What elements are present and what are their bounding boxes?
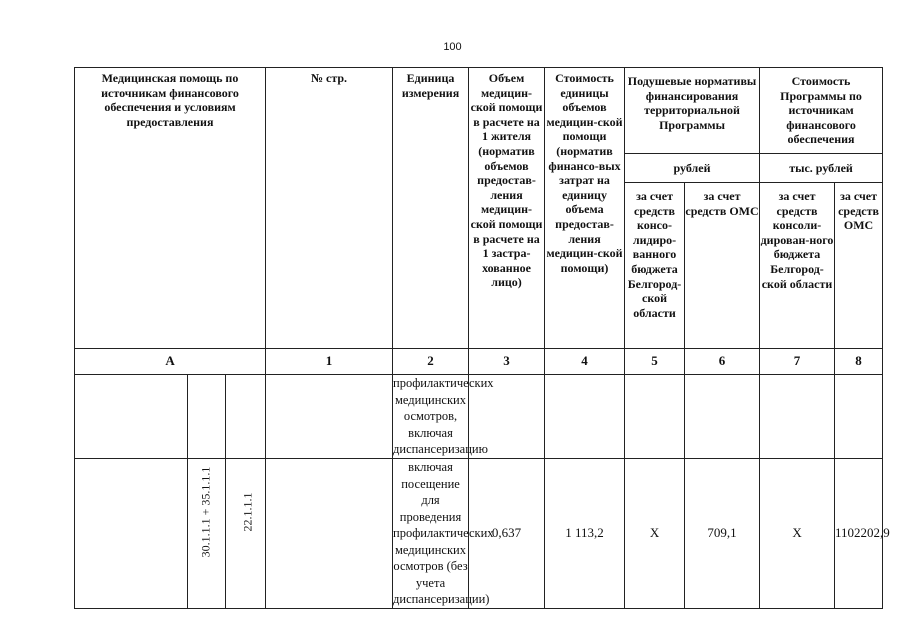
header-col-1: № стр.	[266, 68, 393, 349]
row-value-5: Х	[625, 459, 685, 609]
row-value-7: Х	[760, 459, 835, 609]
header-col-5: за счет средств консо-лидиро-ванного бюджета Белгород-ской области	[625, 183, 685, 349]
row-unit-text: включая посещение для проведения профилактических медицинских осмотров (без учета диспансеризации)	[393, 460, 494, 606]
column-number-8: 8	[835, 349, 883, 375]
column-number-6: 6	[685, 349, 760, 375]
row-line-number-rotated: 22.1.1.1	[240, 492, 255, 532]
row-value-8	[835, 375, 883, 459]
column-number-a: А	[75, 349, 266, 375]
row-line-cell	[266, 459, 393, 609]
program-cost-table	[74, 67, 890, 609]
column-number-2: 2	[393, 349, 469, 375]
table-row	[75, 375, 883, 459]
header-group-program-cost: Стоимость Программы по источникам финансового обеспечения	[760, 68, 883, 154]
row-value-3: 0,637	[469, 459, 545, 609]
header-col-8: за счет средств ОМС	[835, 183, 883, 349]
column-number-4: 4	[545, 349, 625, 375]
header-col-6: за счет средств ОМС	[685, 183, 760, 349]
header-group-per-capita: Подушевые нормативы финансирования территориальной Программы	[625, 68, 760, 154]
row-value-6: 709,1	[685, 459, 760, 609]
row-line-number	[266, 375, 393, 459]
header-col-3: Объем медицин-ской помощи в расчете на 1 жителя (норматив объемов предостав-ления медицин-ской помощи в расчете на 1 застра-хованное лицо)	[469, 68, 545, 349]
header-unit-rubles: рублей	[625, 154, 760, 183]
row-value-7	[760, 375, 835, 459]
column-number-3: 3	[469, 349, 545, 375]
row-unit-text: профилактических медицинских осмотров, включая диспансеризацию	[393, 375, 469, 459]
table-row	[75, 459, 883, 609]
row-value-4	[545, 375, 625, 459]
row-value-4: 1 113,2	[545, 459, 625, 609]
row-code-rotated: 30.1.1.1 + 35.1.1.1	[198, 466, 213, 558]
header-unit-thousand-rubles: тыс. рублей	[760, 154, 883, 183]
column-number-1: 1	[266, 349, 393, 375]
header-col-7: за счет средств консоли-дирован-ного бюджета Белгород-ской области	[760, 183, 835, 349]
row-code-cell	[226, 375, 266, 459]
row-indent-cell	[75, 375, 188, 459]
header-col-a: Медицинская помощь по источникам финансового обеспечения и условиям предоставления	[75, 68, 266, 349]
row-spacer-cell	[188, 375, 226, 459]
row-value-6	[685, 375, 760, 459]
header-col-4: Стоимость единицы объемов медицин-ской помощи (норматив финансо-вых затрат на единицу объема предостав-ления медицин-ской помощи)	[545, 68, 625, 349]
header-col-2: Единица измерения	[393, 68, 469, 349]
row-code-cell	[226, 459, 266, 609]
page-number: 100	[443, 41, 462, 53]
column-number-7: 7	[760, 349, 835, 375]
row-indent-cell	[75, 459, 188, 609]
row-value-5	[625, 375, 685, 459]
row-value-8: 1102202,9	[835, 459, 883, 609]
column-number-5: 5	[625, 349, 685, 375]
